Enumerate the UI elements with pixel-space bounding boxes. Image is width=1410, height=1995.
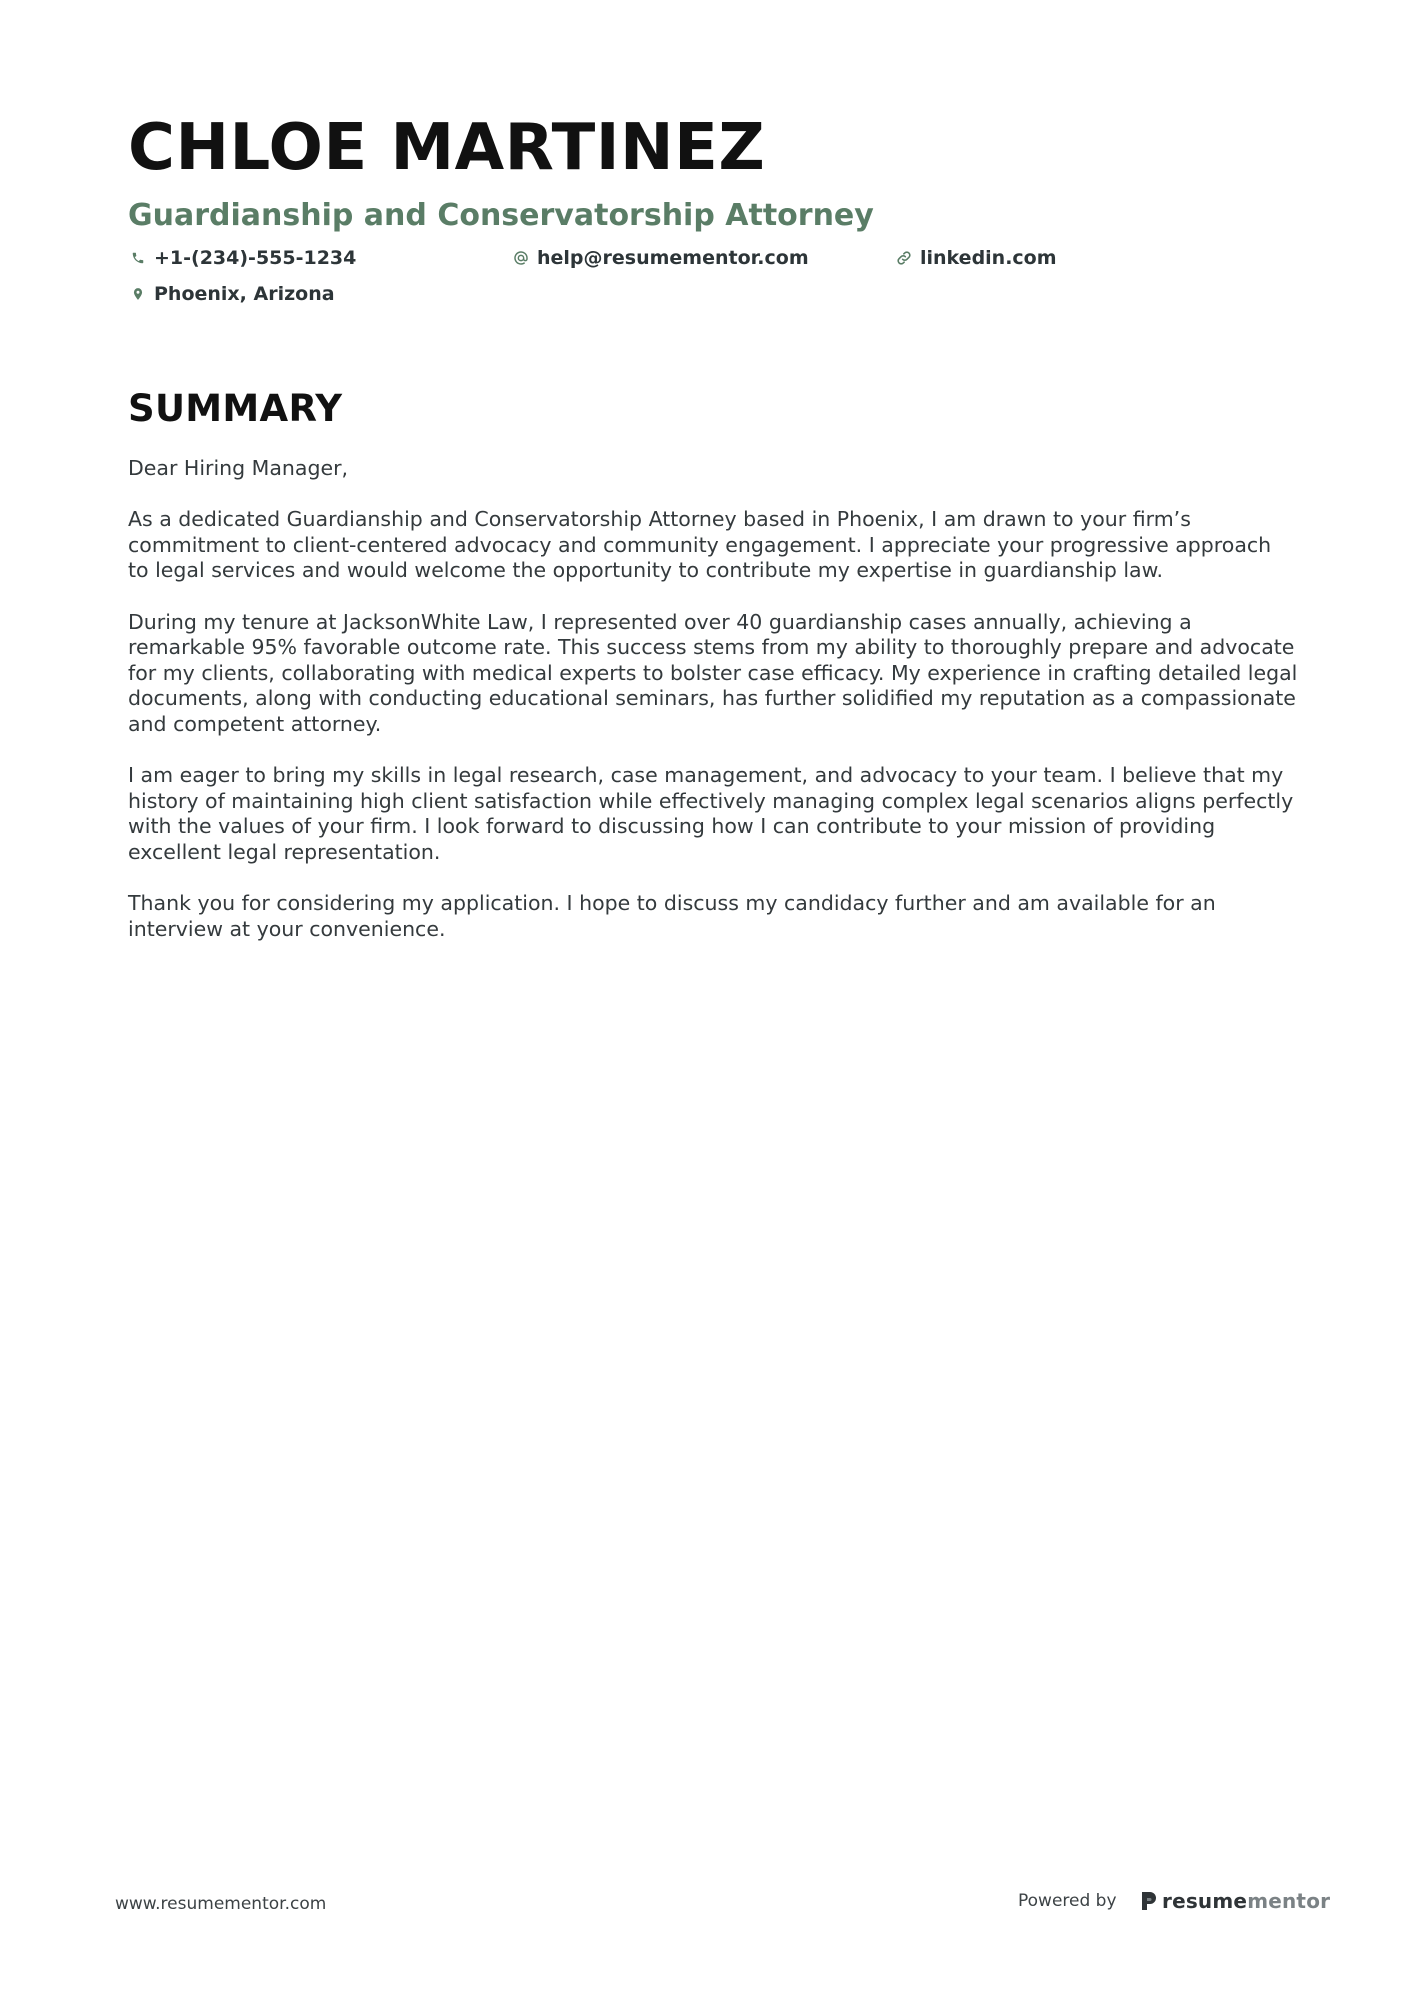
- letter-paragraph: Thank you for considering my application. I hope to discuss my candidacy further and am available for an interview at your convenience.: [128, 891, 1216, 941]
- footer-website-link[interactable]: www.resumementor.com: [115, 1894, 327, 1914]
- contact-location: [128, 280, 511, 308]
- job-title: Guardianship and Conservatorship Attorney: [128, 198, 874, 233]
- brand-logo[interactable]: [1140, 1886, 1330, 1916]
- phone-icon: [128, 248, 148, 268]
- letter-body: [128, 456, 1298, 968]
- letter-paragraph: As a dedicated Guardianship and Conservatorship Attorney based in Phoenix, I am drawn to your firm’s commitment to client-centered advocacy and community engagement. I appreciate your progressive approach to legal services and would welcome the opportunity to contribute my expertise in guardianship law.: [128, 507, 1272, 583]
- email-text: help@resumementor.com: [537, 247, 809, 269]
- resumementor-logo-icon: [1140, 1890, 1158, 1912]
- header: [128, 110, 1288, 308]
- brand-name-part2: mentor: [1247, 1889, 1331, 1913]
- linkedin-text: linkedin.com: [920, 247, 1057, 269]
- summary-heading: SUMMARY: [128, 387, 343, 430]
- link-icon: [894, 248, 914, 268]
- candidate-name: CHLOE MARTINEZ: [128, 111, 766, 185]
- contact-phone: [128, 244, 511, 272]
- contact-email[interactable]: [511, 244, 894, 272]
- location-pin-icon: [128, 284, 148, 304]
- powered-by-label: Powered by: [1018, 1891, 1117, 1911]
- salutation: Dear Hiring Manager,: [128, 456, 349, 480]
- letter-paragraph: During my tenure at JacksonWhite Law, I represented over 40 guardianship cases annually, achieving a remarkable 95% favorable outcome rate. This success stems from my ability to thoroughly prepare and advocate for my clients, collaborating with medical experts to bolster case efficacy. My experience in crafting detailed legal documents, along with conducting educational seminars, has further solidified my reputation as a compassionate and competent attorney.: [128, 609, 1298, 736]
- contact-info: [128, 244, 1288, 308]
- phone-text: +1-(234)-555-1234: [154, 247, 357, 269]
- at-icon: [511, 248, 531, 268]
- letter-paragraph: I am eager to bring my skills in legal research, case management, and advocacy to your team. I believe that my history of maintaining high client satisfaction while effectively managing complex legal scenarios aligns perfectly with the values of your firm. I look forward to discussing how I can contribute to your mission of providing excellent legal representation.: [128, 763, 1294, 864]
- brand-name-part1: resume: [1162, 1889, 1248, 1913]
- location-text: Phoenix, Arizona: [154, 283, 335, 305]
- contact-linkedin[interactable]: [894, 244, 1277, 272]
